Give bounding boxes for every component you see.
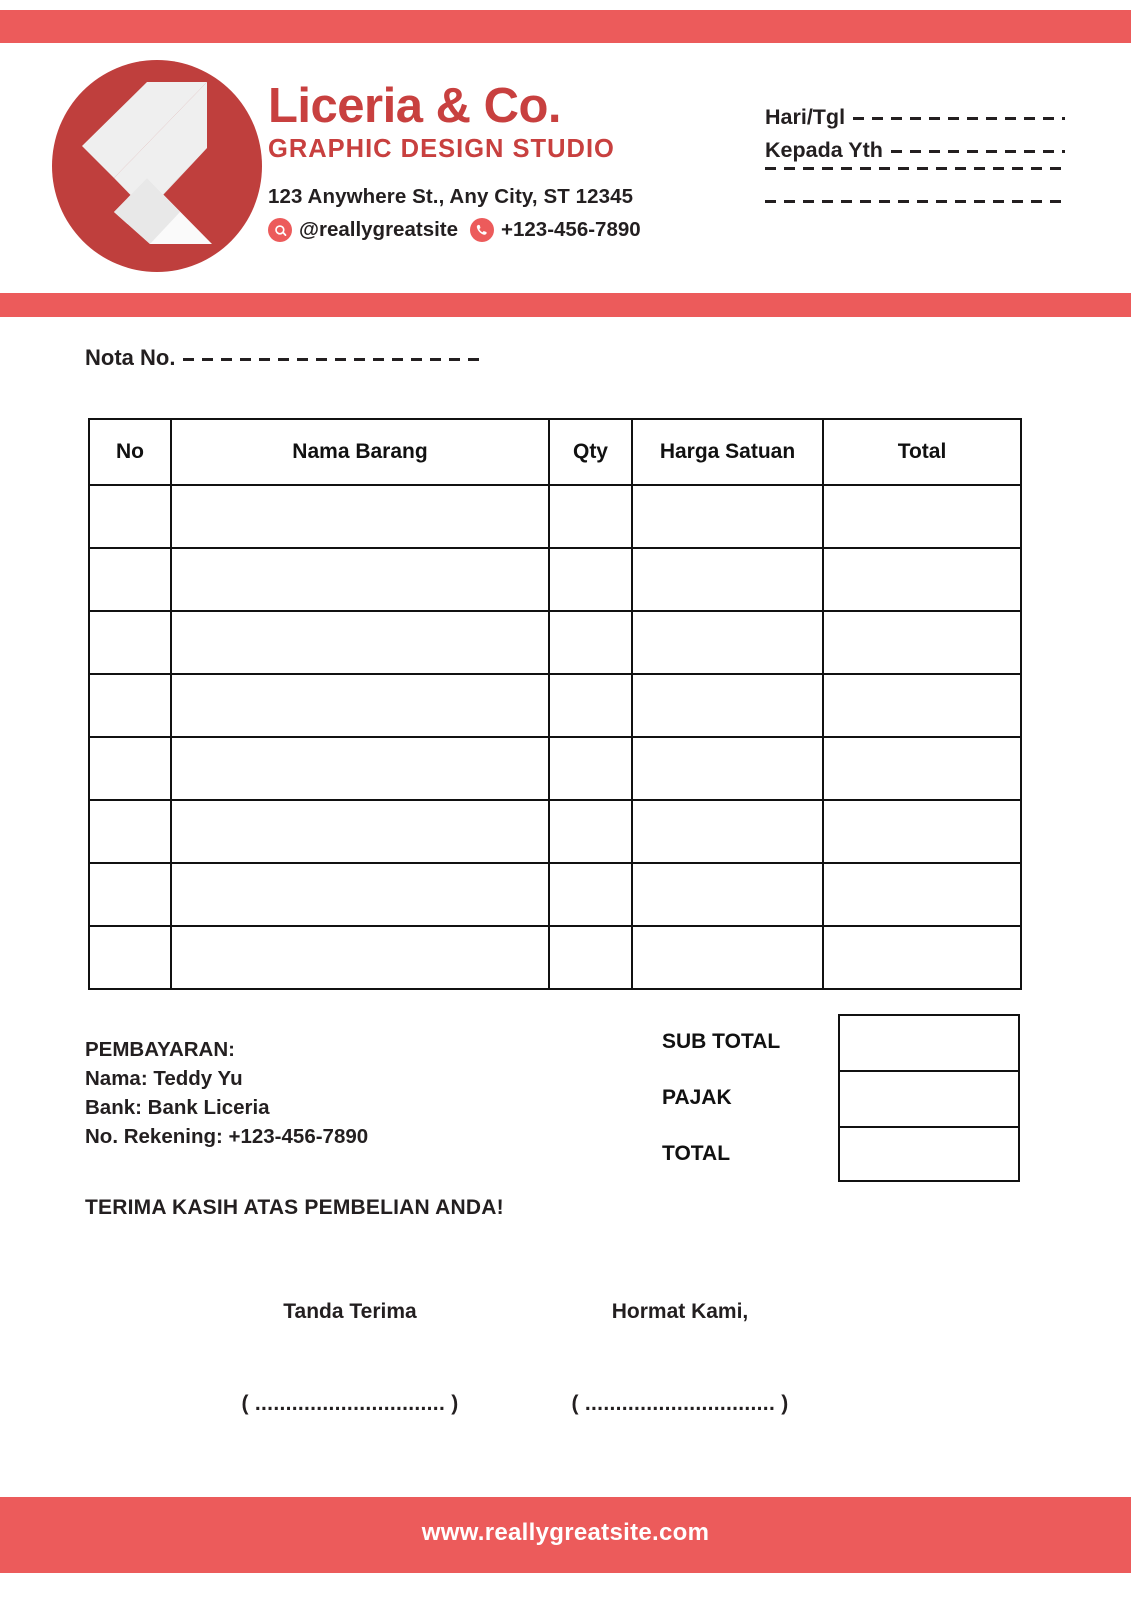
letterhead	[0, 43, 1131, 293]
brand-name: Liceria & Co.	[268, 79, 562, 133]
cell-qty[interactable]	[549, 926, 632, 989]
cell-nama-barang[interactable]	[171, 737, 549, 800]
cell-total[interactable]	[823, 674, 1021, 737]
cell-no[interactable]	[89, 548, 171, 611]
signature-receiver-line[interactable]: ( ............................... )	[241, 1392, 459, 1415]
header-divider-band	[0, 293, 1131, 317]
instagram-handle: @reallygreatsite	[299, 218, 459, 242]
invoice-meta-fields	[765, 105, 1065, 237]
payment-details	[85, 1035, 565, 1151]
total-label: SUB TOTAL	[662, 1030, 781, 1053]
cell-nama-barang[interactable]	[171, 611, 549, 674]
cell-harga-satuan[interactable]	[632, 863, 823, 926]
table-row	[89, 800, 1021, 863]
date-input-line[interactable]	[853, 117, 1065, 120]
column-header-no: No	[89, 419, 171, 485]
total-label: PAJAK	[662, 1086, 732, 1109]
recipient-label: Kepada Yth	[765, 138, 883, 162]
total-row-total	[662, 1126, 1020, 1182]
cell-qty[interactable]	[549, 548, 632, 611]
line-items-table	[88, 418, 1022, 990]
company-logo	[52, 60, 262, 272]
cell-nama-barang[interactable]	[171, 800, 549, 863]
thank-you-message: TERIMA KASIH ATAS PEMBELIAN ANDA!	[85, 1196, 504, 1219]
table-row	[89, 548, 1021, 611]
payment-heading: PEMBAYARAN:	[85, 1038, 235, 1061]
cell-nama-barang[interactable]	[171, 548, 549, 611]
recipient-input-line[interactable]	[891, 150, 1065, 153]
company-address: 123 Anywhere St., Any City, ST 12345	[268, 185, 634, 209]
cell-total[interactable]	[823, 611, 1021, 674]
cell-qty[interactable]	[549, 674, 632, 737]
payment-account-name: Nama: Teddy Yu	[85, 1067, 243, 1091]
phone-glyph	[475, 223, 489, 237]
cell-nama-barang[interactable]	[171, 674, 549, 737]
nota-number-input-line[interactable]	[183, 358, 480, 361]
table-row	[89, 737, 1021, 800]
cell-harga-satuan[interactable]	[632, 674, 823, 737]
signature-receiver	[185, 1300, 515, 1416]
signature-receiver-title: Tanda Terima	[283, 1300, 417, 1323]
column-header-total: Total	[823, 419, 1021, 485]
brand-block	[268, 81, 698, 242]
cell-harga-satuan[interactable]	[632, 926, 823, 989]
total-value-box[interactable]	[838, 1014, 1020, 1070]
cell-nama-barang[interactable]	[171, 863, 549, 926]
table-row	[89, 485, 1021, 548]
table-header-row	[89, 419, 1021, 485]
cell-qty[interactable]	[549, 737, 632, 800]
phone-icon	[470, 218, 494, 242]
total-value-box[interactable]	[838, 1126, 1020, 1182]
cell-harga-satuan[interactable]	[632, 800, 823, 863]
table-row	[89, 863, 1021, 926]
total-label: TOTAL	[662, 1142, 731, 1165]
signature-issuer-line[interactable]: ( ............................... )	[571, 1392, 789, 1415]
recipient-field-row-3	[765, 204, 1065, 237]
cell-no[interactable]	[89, 926, 171, 989]
recipient-input-line-2[interactable]	[765, 167, 1065, 170]
signature-issuer-title: Hormat Kami,	[611, 1300, 749, 1323]
instagram-icon	[268, 218, 292, 242]
cell-no[interactable]	[89, 611, 171, 674]
date-label: Hari/Tgl	[765, 105, 846, 129]
table-row	[89, 926, 1021, 989]
cell-harga-satuan[interactable]	[632, 548, 823, 611]
nota-number-label: Nota No.	[85, 345, 176, 370]
cell-qty[interactable]	[549, 863, 632, 926]
table-row	[89, 674, 1021, 737]
top-accent-band	[0, 10, 1131, 43]
totals-summary	[662, 1014, 1020, 1182]
cell-qty[interactable]	[549, 800, 632, 863]
cell-harga-satuan[interactable]	[632, 485, 823, 548]
cell-no[interactable]	[89, 674, 171, 737]
cell-no[interactable]	[89, 863, 171, 926]
cell-harga-satuan[interactable]	[632, 611, 823, 674]
cell-qty[interactable]	[549, 485, 632, 548]
cell-total[interactable]	[823, 863, 1021, 926]
payment-bank: Bank: Bank Liceria	[85, 1096, 270, 1120]
payment-account-no: No. Rekening: +123-456-7890	[85, 1125, 369, 1149]
cell-harga-satuan[interactable]	[632, 737, 823, 800]
cell-nama-barang[interactable]	[171, 926, 549, 989]
total-row-pajak	[662, 1070, 1020, 1126]
flutter-chevron-logo-icon	[52, 60, 262, 272]
recipient-input-line-3[interactable]	[765, 200, 1065, 203]
company-contact-row	[268, 218, 698, 242]
cell-no[interactable]	[89, 737, 171, 800]
cell-no[interactable]	[89, 800, 171, 863]
brand-tagline: GRAPHIC DESIGN STUDIO	[268, 135, 615, 164]
cell-total[interactable]	[823, 926, 1021, 989]
cell-total[interactable]	[823, 800, 1021, 863]
instagram-glyph	[273, 223, 288, 238]
cell-no[interactable]	[89, 485, 171, 548]
nota-number-row	[85, 345, 480, 371]
cell-total[interactable]	[823, 548, 1021, 611]
cell-total[interactable]	[823, 485, 1021, 548]
cell-total[interactable]	[823, 737, 1021, 800]
column-header-harga: Harga Satuan	[632, 419, 823, 485]
footer-website[interactable]: www.reallygreatsite.com	[421, 1519, 710, 1546]
date-field-row	[765, 105, 1065, 138]
signature-issuer	[515, 1300, 845, 1416]
table-row	[89, 611, 1021, 674]
cell-nama-barang[interactable]	[171, 485, 549, 548]
phone-number: +123-456-7890	[501, 218, 641, 242]
column-header-qty: Qty	[549, 419, 632, 485]
cell-qty[interactable]	[549, 611, 632, 674]
line-items-body	[89, 485, 1021, 989]
column-header-nama: Nama Barang	[171, 419, 549, 485]
total-row-sub-total	[662, 1014, 1020, 1070]
total-value-box[interactable]	[838, 1070, 1020, 1126]
